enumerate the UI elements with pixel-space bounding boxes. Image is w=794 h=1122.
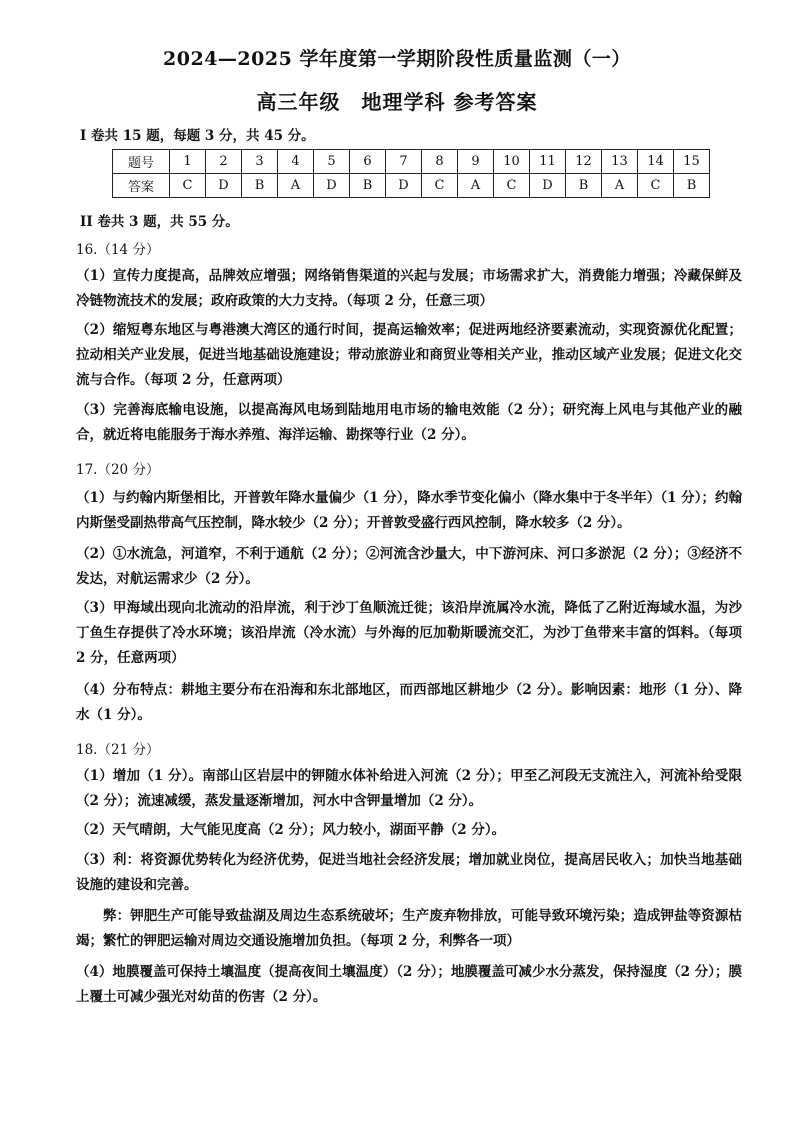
answer-cell: B	[350, 174, 386, 198]
question-number: 12	[566, 150, 602, 174]
question-number: 9	[458, 150, 494, 174]
question-number: 5	[314, 150, 350, 174]
question-number: 14	[638, 150, 674, 174]
q18-answer-3-drawbacks: 弊：钾肥生产可能导致盐湖及周边生态系统破坏；生产废弃物排放，可能导致环境污染；造成钾盐等资源枯竭；繁忙的钾肥运输对周边交通设施增加负担。（每项 2 分，利弊各一项）	[76, 908, 742, 949]
answer-cell: A	[458, 174, 494, 198]
question-17-label: 17.（20 分）	[76, 462, 160, 478]
question-number: 11	[530, 150, 566, 174]
q17-answer-2: （2）①水流急，河道窄，不利于通航（2 分）；②河流含沙量大，中下游河床、河口多淤泥（2 分）；③经济不发达，对航运需求少（2 分）。	[76, 546, 742, 587]
answer-cell: C	[494, 174, 530, 198]
answer-table-answer-row	[113, 174, 710, 198]
question-16-label: 16.（14 分）	[76, 242, 160, 258]
question-number: 4	[278, 150, 314, 174]
answer-cell: B	[566, 174, 602, 198]
row-label-number: 题号	[113, 150, 170, 174]
answer-cell: D	[386, 174, 422, 198]
answer-cell: C	[170, 174, 206, 198]
q18-answer-2: （2）天气晴朗，大气能见度高（2 分）；风力较小，湖面平静（2 分）。	[76, 822, 506, 838]
question-number: 8	[422, 150, 458, 174]
q18-answer-3: （3）利：将资源优势转化为经济优势，促进当地社会经济发展；增加就业岗位，提高居民收入；加快当地基础设施的建设和完善。	[76, 852, 742, 893]
row-label-answer: 答案	[113, 174, 170, 198]
question-18-label: 18.（21 分）	[76, 742, 160, 758]
answer-table-number-row	[113, 150, 710, 174]
q17-answer-4: （4）分布特点：耕地主要分布在沿海和东北部地区，而西部地区耕地少（2 分）。影响因素：地形（1 分）、降水（1 分）。	[76, 682, 742, 723]
q16-answer-1: （1）宣传力度提高，品牌效应增强；网络销售渠道的兴起与发展；市场需求扩大，消费能力增强；冷藏保鲜及冷链物流技术的发展；政府政策的大力支持。（每项 2 分，任意三项）	[76, 268, 742, 309]
answer-cell: C	[422, 174, 458, 198]
answer-cell: B	[242, 174, 278, 198]
section2-heading: II 卷共 3 题，共 55 分。	[80, 214, 239, 230]
question-number: 10	[494, 150, 530, 174]
answer-cell: D	[206, 174, 242, 198]
document-title: 2024—2025 学年度第一学期阶段性质量监测（一）	[163, 48, 631, 70]
answer-cell: D	[314, 174, 350, 198]
section1-heading: I 卷共 15 题，每题 3 分，共 45 分。	[80, 128, 315, 144]
question-number: 6	[350, 150, 386, 174]
answer-cell: A	[602, 174, 638, 198]
q17-answer-3: （3）甲海域出现向北流动的沿岸流，利于沙丁鱼顺流迁徙；该沿岸流属冷水流，降低了乙附近海域水温，为沙丁鱼生存提供了冷水环境；该沿岸流（冷水流）与外海的厄加勒斯暖流交汇，为沙丁鱼带来丰富的饵料。（每项 2 分，任意两项）	[76, 600, 742, 666]
question-number: 2	[206, 150, 242, 174]
answer-cell: A	[278, 174, 314, 198]
question-number: 15	[674, 150, 710, 174]
q16-answer-2: （2）缩短粤东地区与粤港澳大湾区的通行时间，提高运输效率；促进两地经济要素流动，实现资源优化配置；拉动相关产业发展，促进当地基础设施建设；带动旅游业和商贸业等相关产业，推动区域产业发展；促进文化交流与合作。（每项 2 分，任意两项）	[76, 322, 742, 388]
question-number: 7	[386, 150, 422, 174]
question-number: 13	[602, 150, 638, 174]
answer-cell: B	[674, 174, 710, 198]
answer-cell: C	[638, 174, 674, 198]
q18-answer-1: （1）增加（1 分）。南部山区岩层中的钾随水体补给进入河流（2 分）；甲至乙河段无支流注入，河流补给受限（2 分）；流速减缓，蒸发量逐渐增加，河水中含钾量增加（2 分）。	[76, 768, 742, 809]
q16-answer-3: （3）完善海底输电设施，以提高海风电场到陆地用电市场的输电效能（2 分）；研究海上风电与其他产业的融合，就近将电能服务于海水养殖、海洋运输、勘探等行业（2 分）。	[76, 402, 742, 443]
q18-answer-4: （4）地膜覆盖可保持土壤温度（提高夜间土壤温度）（2 分）；地膜覆盖可减少水分蒸发，保持湿度（2 分）；膜上覆土可减少强光对幼苗的伤害（2 分）。	[76, 964, 742, 1005]
question-number: 1	[170, 150, 206, 174]
document-subtitle: 高三年级 地理学科 参考答案	[256, 90, 538, 114]
q17-answer-1: （1）与约翰内斯堡相比，开普敦年降水量偏少（1 分），降水季节变化偏小（降水集中于冬半年）（1 分）；约翰内斯堡受副热带高气压控制，降水较少（2 分）；开普敦受盛行西风控制，降水较多（2 分）。	[76, 490, 742, 531]
answer-cell: D	[530, 174, 566, 198]
answer-table	[112, 149, 710, 198]
question-number: 3	[242, 150, 278, 174]
